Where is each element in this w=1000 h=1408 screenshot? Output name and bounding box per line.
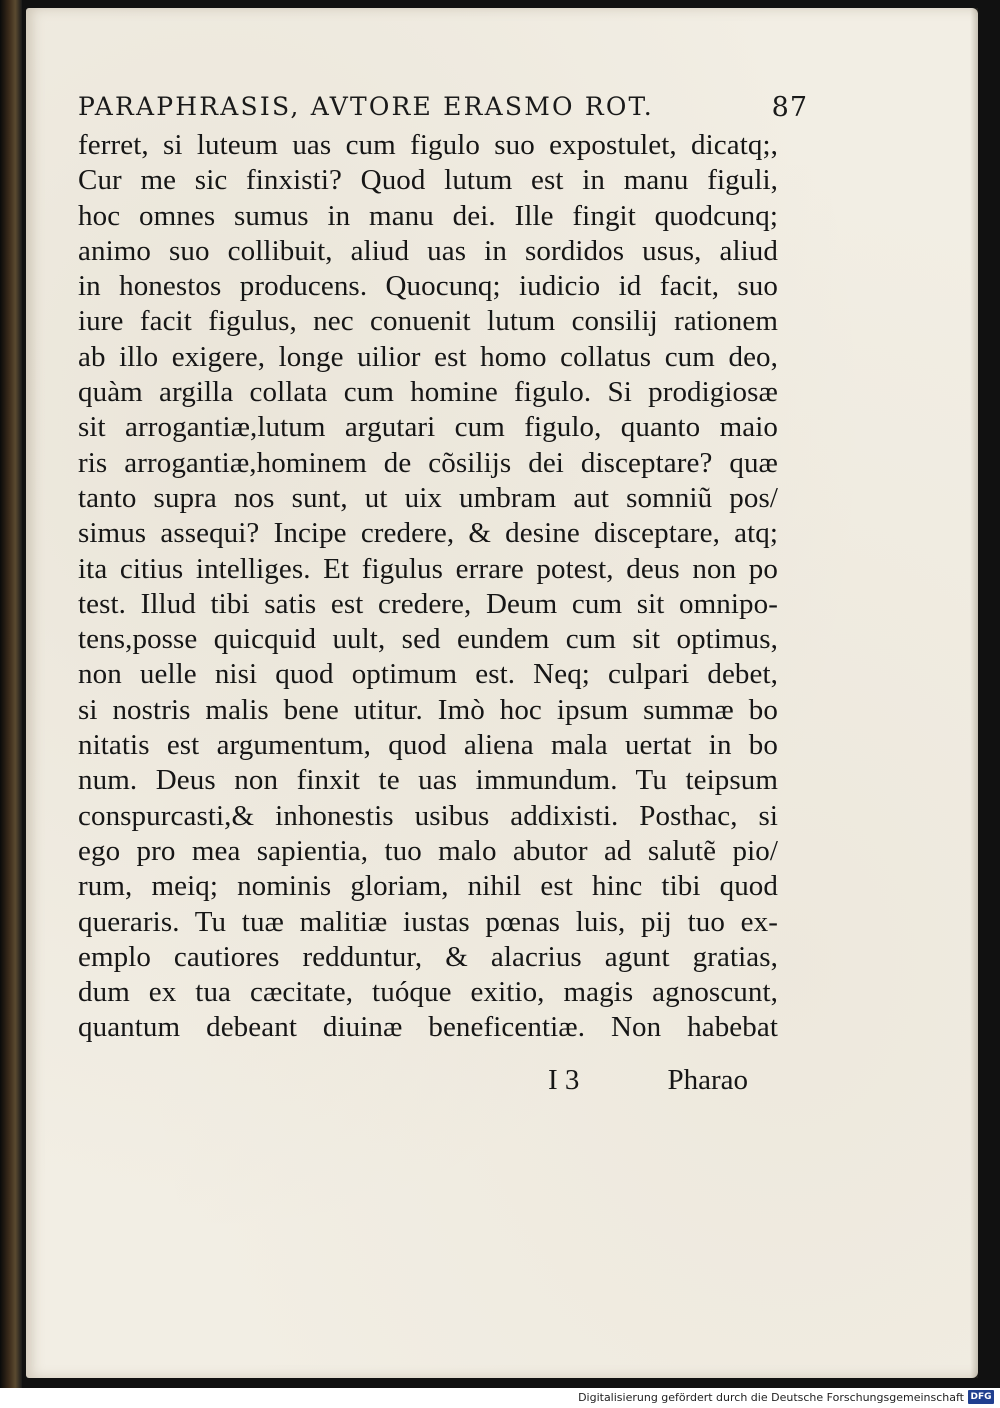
catchword: Pharao — [667, 1064, 748, 1096]
text-line: ab illo exigere, longe uilior est homo collatus cum deo, — [78, 340, 778, 373]
text-line: sit arrogantiæ,lutum argutari cum figulo, quanto maio — [78, 411, 778, 444]
text-line: quantum debeant diuinæ beneficentiæ. Non habebat — [78, 1011, 778, 1044]
page-edge-shadow — [970, 8, 978, 1378]
footer-credit: Digitalisierung gefördert durch die Deutsche Forschungsgemeinschaft — [578, 1391, 964, 1404]
text-line: tanto supra nos sunt, ut uix umbram aut somniũ pos/ — [78, 481, 778, 514]
text-line: Cur me sic finxisti? Quod lutum est in manu figuli, — [78, 164, 778, 197]
text-line: queraris. Tu tuæ malitiæ iustas pœnas luis, pij tuo ex- — [78, 905, 778, 938]
footer-bar — [0, 1388, 1000, 1408]
dfg-logo: DFG — [968, 1390, 994, 1404]
text-line: quàm argilla collata cum homine figulo. Si prodigiosæ — [78, 376, 778, 409]
text-line: nitatis est argumentum, quod aliena mala uertat in bo — [78, 729, 778, 762]
text-line: animo suo collibuit, aliud uas in sordidos usus, aliud — [78, 234, 778, 267]
page-number: 87 — [771, 92, 808, 123]
text-line: test. Illud tibi satis est credere, Deum cum sit omnipo- — [78, 587, 778, 620]
body-text — [78, 128, 778, 1046]
text-line: ita citius intelliges. Et figulus errare potest, deus non po — [78, 552, 778, 585]
text-line: conspurcasti,& inhonestis usibus addixisti. Posthac, si — [78, 799, 778, 832]
text-line: ferret, si luteum uas cum figulo suo expostulet, dicatq;, — [78, 129, 778, 161]
running-head-title: PARAPHRASIS, AVTORE ERASMO ROT. — [78, 92, 654, 121]
text-line: tens,posse quicquid uult, sed eundem cum sit optimus, — [78, 623, 778, 656]
text-line: num. Deus non finxit te uas immundum. Tu teipsum — [78, 764, 778, 797]
catchline — [78, 1064, 748, 1100]
text-line: ego pro mea sapientia, tuo malo abutor ad salutẽ pio/ — [78, 834, 778, 867]
text-line: in honestos producens. Quocunq; iudicio id facit, suo — [78, 270, 778, 303]
text-line: emplo cautiores redduntur, & alacrius agunt gratias, — [78, 940, 778, 973]
text-line: hoc omnes sumus in manu dei. Ille fingit quodcunq; — [78, 199, 778, 232]
running-head — [78, 92, 808, 132]
text-line: ris arrogantiæ,hominem de cõsilijs dei disceptare? quæ — [78, 446, 778, 479]
text-line: iure facit figulus, nec conuenit lutum consilij rationem — [78, 305, 778, 338]
text-line: dum ex tua cæcitate, tuóque exitio, magis agnoscunt, — [78, 976, 778, 1009]
text-line: simus assequi? Incipe credere, & desine disceptare, atq; — [78, 517, 778, 550]
signature-mark: I 3 — [548, 1064, 580, 1096]
text-line: rum, meiq; nominis gloriam, nihil est hinc tibi quod — [78, 870, 778, 903]
text-line: si nostris malis bene utitur. Imò hoc ipsum summæ bo — [78, 693, 778, 726]
book-binding-edge — [0, 0, 22, 1388]
text-line: non uelle nisi quod optimum est. Neq; culpari debet, — [78, 658, 778, 691]
